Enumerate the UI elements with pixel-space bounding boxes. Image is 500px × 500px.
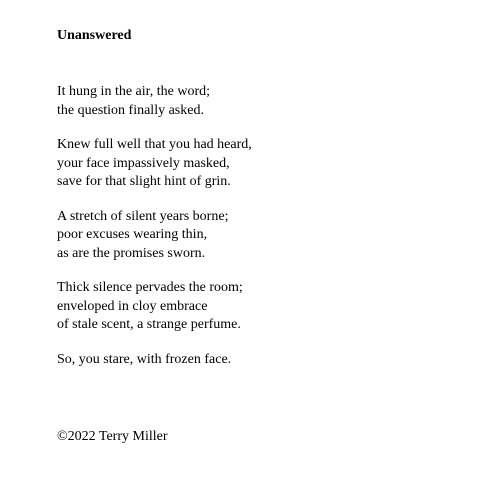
poem-body [57, 83, 252, 385]
stanza-2 [57, 136, 252, 192]
stanza-3 [57, 208, 252, 264]
poem-line: save for that slight hint of grin. [57, 174, 231, 189]
poem-line: poor excuses wearing thin, [57, 227, 208, 242]
poem-line: So, you stare, with frozen face. [57, 351, 232, 367]
poem-title: Unanswered [57, 28, 132, 43]
poem-line: enveloped in cloy embrace [57, 298, 208, 314]
poem-line: Thick silence pervades the room; [57, 280, 243, 295]
poem-line: of stale scent, a strange perfume. [57, 317, 241, 332]
poem-line: A stretch of silent years borne; [57, 208, 229, 224]
copyright-notice: ©2022 Terry Miller [57, 429, 168, 444]
poem-line: as are the promises sworn. [57, 245, 206, 261]
stanza-4 [57, 279, 252, 335]
poem-line: the question finally asked. [57, 102, 204, 118]
poem-line: It hung in the air, the word; [57, 84, 211, 99]
poem-line: Knew full well that you had heard, [57, 137, 252, 152]
stanza-1 [57, 83, 252, 120]
poem-line: your face impassively masked, [57, 155, 230, 171]
stanza-5 [57, 351, 252, 370]
